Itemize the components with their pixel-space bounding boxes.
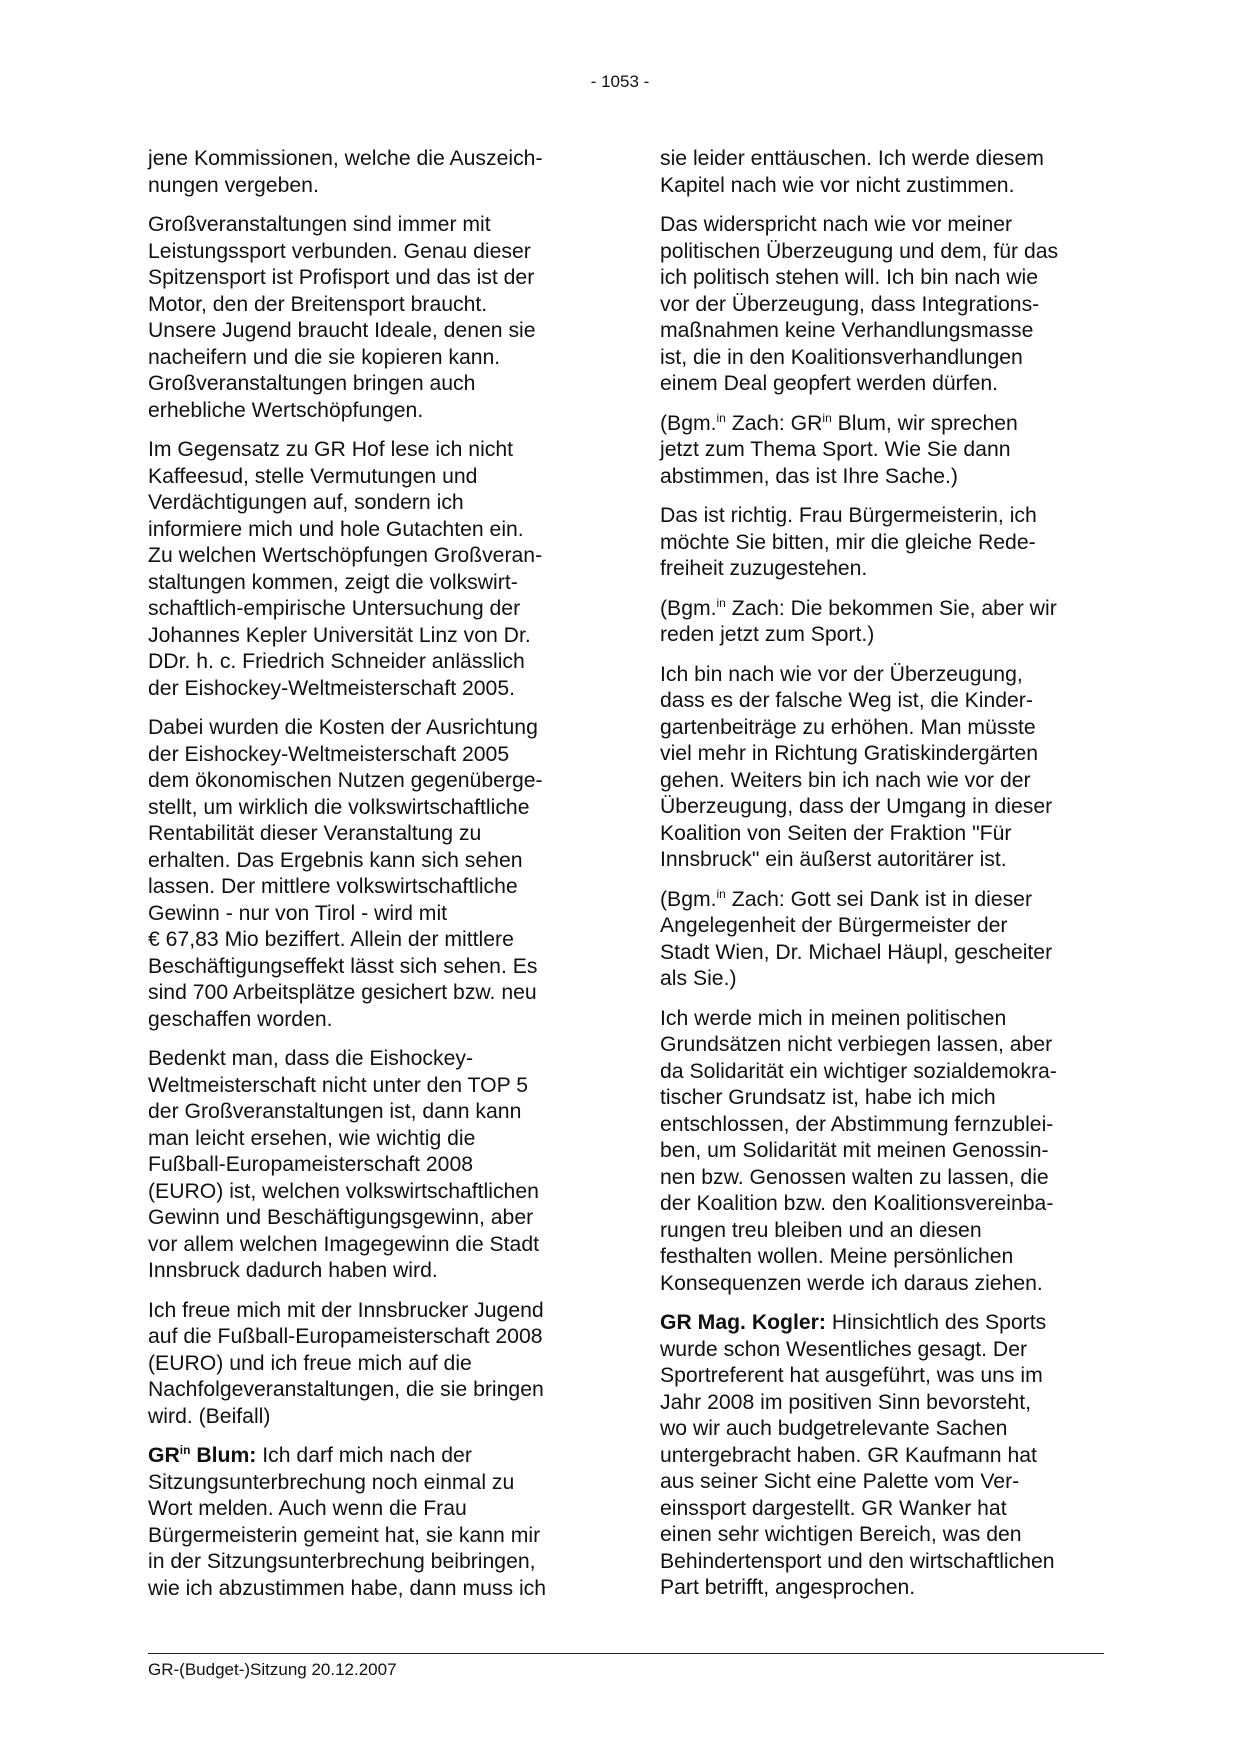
text-line: festhalten wollen. Meine persönlichen xyxy=(660,1245,1014,1268)
text-line: der Großveranstaltungen ist, dann kann xyxy=(148,1100,522,1123)
speaker-line xyxy=(148,1443,584,1470)
text-line: freiheit zuzugestehen. xyxy=(660,557,868,580)
text-line: ist, die in den Koalitionsverhandlungen xyxy=(660,345,1023,369)
text-line: Behindertensport und den wirtschaftlichen xyxy=(660,1549,1055,1573)
text-line: Zu welchen Wertschöpfungen Großveran- xyxy=(148,544,543,567)
text-line: als Sie.) xyxy=(660,967,737,990)
text-line: reden jetzt zum Sport.) xyxy=(660,623,875,646)
paragraph xyxy=(660,212,1096,398)
text-line: wird. (Beifall) xyxy=(148,1404,271,1428)
text-line: ich politisch stehen will. Ich bin nach wie xyxy=(660,266,1039,289)
paragraph xyxy=(148,212,584,424)
text-line: Ich werde mich in meinen politischen xyxy=(660,1006,1007,1030)
text-line: Leistungssport verbunden. Genau dieser xyxy=(148,239,531,263)
speaker-name: GR Mag. Kogler: xyxy=(660,1311,826,1334)
text-line: aus seiner Sicht eine Palette vom Ver- xyxy=(660,1470,1020,1493)
text-line xyxy=(660,887,1096,914)
text-line: nacheifern und die sie kopieren kann. xyxy=(148,345,501,369)
interjection xyxy=(660,411,1096,491)
text-line: stellt, um wirklich die volkswirtschaftliche xyxy=(148,795,530,819)
text-line: Koalition von Seiten der Fraktion "Für xyxy=(660,821,1012,845)
text-line xyxy=(660,596,1096,623)
left-column xyxy=(148,146,584,1615)
text-line: Großveranstaltungen bringen auch xyxy=(148,372,476,395)
text-line: Kapitel nach wie vor nicht zustimmen. xyxy=(660,173,1015,197)
text-line: Großveranstaltungen sind immer mit xyxy=(148,213,491,236)
text-line: Jahr 2008 im positiven Sinn bevorsteht, xyxy=(660,1390,1031,1414)
paragraph xyxy=(148,1298,584,1431)
speaker-gr: GR xyxy=(148,1444,180,1467)
text-line: wurde schon Wesentliches gesagt. Der xyxy=(660,1337,1028,1361)
text-line: möchte Sie bitten, mir die gleiche Rede- xyxy=(660,530,1036,554)
text-line: Im Gegensatz zu GR Hof lese ich nicht xyxy=(148,438,514,461)
text-line: Ich bin nach wie vor der Überzeugung, xyxy=(660,662,1023,686)
speaker-surname: Blum: xyxy=(190,1444,257,1467)
text-line: DDr. h. c. Friedrich Schneider anlässlich xyxy=(148,650,525,673)
text-line: Rentabilität dieser Veranstaltung zu xyxy=(148,822,482,845)
text-line: Sitzungsunterbrechung noch einmal zu xyxy=(148,1470,515,1494)
text-line: Ich freue mich mit der Innsbrucker Jugend xyxy=(148,1298,544,1322)
text-line: Bürgermeisterin gemeint hat, sie kann mir xyxy=(148,1523,541,1547)
text-line: wie ich abzustimmen habe, dann muss ich xyxy=(148,1576,547,1600)
text-line xyxy=(660,411,1096,438)
text-line: geschaffen worden. xyxy=(148,1007,333,1031)
text-line: Gewinn und Beschäftigungsgewinn, aber xyxy=(148,1206,534,1229)
footer-divider xyxy=(148,1653,1104,1654)
footer-text: GR-(Budget-)Sitzung 20.12.2007 xyxy=(148,1660,397,1679)
paragraph xyxy=(660,146,1096,199)
text-fragment: Blum, wir sprechen xyxy=(831,411,1018,435)
text-line: einem Deal geopfert werden dürfen. xyxy=(660,372,999,395)
text-line: vor der Überzeugung, dass Integrations- xyxy=(660,292,1040,316)
text-fragment: Zach: Die bekommen Sie, aber wir xyxy=(725,596,1057,620)
text-line: Unsere Jugend braucht Ideale, denen sie xyxy=(148,319,536,342)
text-line: informiere mich und hole Gutachten ein. xyxy=(148,517,524,541)
text-line: dem ökonomischen Nutzen gegenüberge- xyxy=(148,769,543,792)
text-line: erhebliche Wertschöpfungen. xyxy=(148,398,424,422)
text-line: Innsbruck" ein äußerst autoritärer ist. xyxy=(660,848,1007,871)
paragraph xyxy=(660,662,1096,874)
text-line: Wort melden. Auch wenn die Frau xyxy=(148,1497,467,1520)
text-line: untergebracht haben. GR Kaufmann hat xyxy=(660,1443,1037,1467)
text-line: jetzt zum Thema Sport. Wie Sie dann xyxy=(660,438,1011,461)
paragraph xyxy=(148,146,584,199)
text-line: viel mehr in Richtung Gratiskindergärten xyxy=(660,742,1039,765)
text-line: dass es der falsche Weg ist, die Kinder- xyxy=(660,689,1033,712)
text-line: wo wir auch budgetrelevante Sachen xyxy=(660,1417,1008,1440)
text-line: politischen Überzeugung und dem, für das xyxy=(660,239,1059,263)
superscript: in xyxy=(179,1443,191,1457)
text-line: der Koalition bzw. den Koalitionsvereinba- xyxy=(660,1192,1054,1215)
text-line: gehen. Weiters bin ich nach wie vor der xyxy=(660,768,1031,792)
text-line: Angelegenheit der Bürgermeister der xyxy=(660,914,1008,937)
text-line: Johannes Kepler Universität Linz von Dr. xyxy=(148,623,531,647)
text-line: jene Kommissionen, welche die Auszeich- xyxy=(148,147,543,170)
interjection xyxy=(660,887,1096,993)
text-line: Konsequenzen werde ich daraus ziehen. xyxy=(660,1271,1043,1295)
text-fragment: Zach: GR xyxy=(725,411,823,435)
text-line: staltungen kommen, zeigt die volkswirt- xyxy=(148,570,518,594)
text-line: Das ist richtig. Frau Bürgermeisterin, ich xyxy=(660,504,1037,527)
text-line: einen sehr wichtigen Bereich, was den xyxy=(660,1523,1022,1546)
text-line: vor allem welchen Imagegewinn die Stadt xyxy=(148,1232,540,1256)
text-line: Part betrifft, angesprochen. xyxy=(660,1576,916,1599)
text-line: man leicht ersehen, wie wichtig die xyxy=(148,1126,476,1150)
text-line: in der Sitzungsunterbrechung beibringen, xyxy=(148,1550,536,1573)
text-fragment: Zach: Gott sei Dank ist in dieser xyxy=(725,887,1033,911)
text-line: Überzeugung, dass der Umgang in dieser xyxy=(660,795,1053,818)
superscript: in xyxy=(822,410,832,425)
text-line: der Eishockey-Weltmeisterschaft 2005 xyxy=(148,742,510,766)
text-line: Weltmeisterschaft nicht unter den TOP 5 xyxy=(148,1073,528,1097)
text-line: Grundsätzen nicht verbiegen lassen, aber xyxy=(660,1033,1053,1056)
text-line: da Solidarität ein wichtiger sozialdemokra- xyxy=(660,1059,1057,1083)
text-fragment: Ich darf mich nach der xyxy=(256,1444,472,1467)
text-line: Sportreferent hat ausgeführt, was uns im xyxy=(660,1364,1043,1387)
text-line: Motor, den der Breitensport braucht. xyxy=(148,292,488,316)
text-line: Innsbruck dadurch haben wird. xyxy=(148,1259,438,1282)
interjection xyxy=(660,596,1096,649)
text-line: tischer Grundsatz ist, habe ich mich xyxy=(660,1086,996,1109)
text-line: abstimmen, das ist Ihre Sache.) xyxy=(660,464,958,488)
page-number: - 1053 - xyxy=(590,72,650,91)
text-line: der Eishockey-Weltmeisterschaft 2005. xyxy=(148,676,516,700)
paragraph xyxy=(148,715,584,1033)
text-line: nen bzw. Genossen walten zu lassen, die xyxy=(660,1165,1049,1189)
text-line: schaftlich-empirische Untersuchung der xyxy=(148,597,521,620)
text-line: gartenbeiträge zu erhöhen. Man müsste xyxy=(660,715,1036,739)
text-fragment: (Bgm. xyxy=(660,411,717,435)
text-line: nungen vergeben. xyxy=(148,173,319,197)
paragraph xyxy=(660,1310,1096,1602)
text-line: erhalten. Das Ergebnis kann sich sehen xyxy=(148,848,523,872)
text-line: Bedenkt man, dass die Eishockey- xyxy=(148,1047,474,1070)
text-line: entschlossen, der Abstimmung fernzublei- xyxy=(660,1112,1054,1136)
text-line: Kaffeesud, stelle Vermutungen und xyxy=(148,464,478,488)
text-line: maßnahmen keine Verhandlungsmasse xyxy=(660,319,1034,342)
superscript: in xyxy=(716,410,726,425)
speaker-line xyxy=(660,1310,1096,1337)
text-fragment: (Bgm. xyxy=(660,596,717,620)
text-line: (EURO) ist, welchen volkswirtschaftlichen xyxy=(148,1179,539,1203)
text-line: Nachfolgeveranstaltungen, die sie bringen xyxy=(148,1378,544,1401)
text-line: Verdächtigungen auf, sondern ich xyxy=(148,491,464,514)
superscript: in xyxy=(716,886,726,901)
text-line: sie leider enttäuschen. Ich werde diesem xyxy=(660,147,1044,170)
superscript: in xyxy=(716,595,726,610)
right-column xyxy=(660,146,1096,1615)
text-fragment: (Bgm. xyxy=(660,887,717,911)
text-line: sind 700 Arbeitsplätze gesichert bzw. neu xyxy=(148,981,537,1004)
text-line: (EURO) und ich freue mich auf die xyxy=(148,1351,472,1375)
text-fragment: Hinsichtlich des Sports xyxy=(825,1311,1047,1334)
text-line: Das widerspricht nach wie vor meiner xyxy=(660,213,1013,236)
text-line: € 67,83 Mio beziffert. Allein der mittlere xyxy=(148,928,514,951)
text-line: Stadt Wien, Dr. Michael Häupl, gescheiter xyxy=(660,940,1053,964)
paragraph xyxy=(148,1046,584,1285)
text-line: Beschäftigungseffekt lässt sich sehen. Es xyxy=(148,954,538,978)
text-line: einssport dargestellt. GR Wanker hat xyxy=(660,1496,1007,1520)
text-line: auf die Fußball-Europameisterschaft 2008 xyxy=(148,1325,543,1348)
paragraph xyxy=(148,437,584,702)
text-line: rungen treu bleiben und an diesen xyxy=(660,1218,982,1242)
text-line: Spitzensport ist Profisport und das ist der xyxy=(148,266,535,289)
text-line: Fußball-Europameisterschaft 2008 xyxy=(148,1153,474,1176)
text-line: Dabei wurden die Kosten der Ausrichtung xyxy=(148,716,538,739)
paragraph xyxy=(660,503,1096,583)
text-line: lassen. Der mittlere volkswirtschaftliche xyxy=(148,875,518,898)
text-line: ben, um Solidarität mit meinen Genossin- xyxy=(660,1139,1049,1162)
paragraph xyxy=(148,1443,584,1602)
text-line: Gewinn - nur von Tirol - wird mit xyxy=(148,901,448,925)
speaker-name xyxy=(148,1444,256,1467)
paragraph xyxy=(660,1006,1096,1298)
